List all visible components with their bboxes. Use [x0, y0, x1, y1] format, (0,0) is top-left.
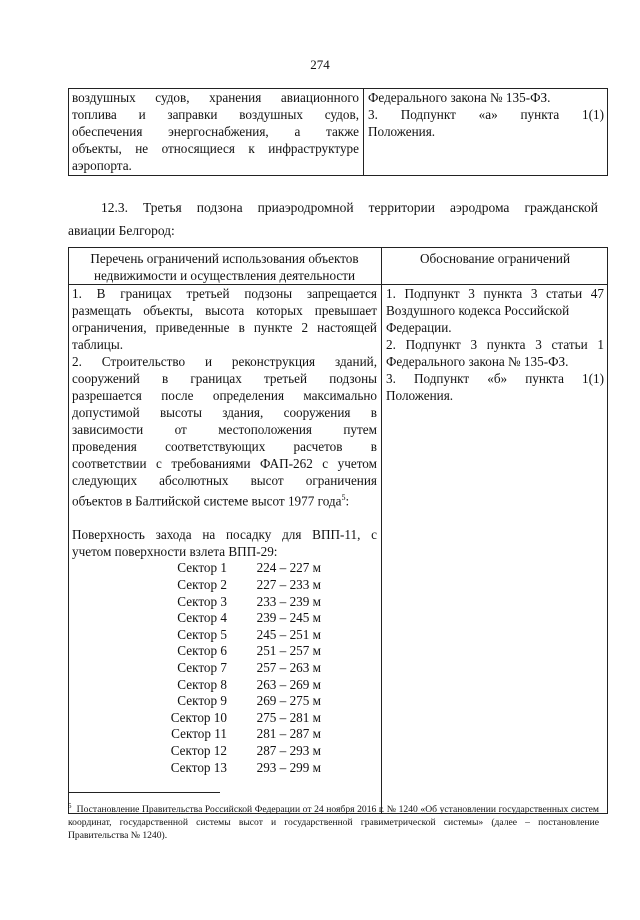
text-line: обеспечения энергоснабжения, а также [72, 124, 359, 139]
sector-row [72, 660, 377, 677]
text-segment: объектов в Балтийской системе высот 1977 года [72, 493, 342, 509]
continued-left-cell [69, 89, 364, 176]
sector-name: Сектор 10 [170, 709, 227, 725]
text-line: размещать объекты, высота которых превышает [72, 303, 377, 318]
intro-line: 12.3. Третья подзона приаэродромной территории аэродрома гражданской [101, 200, 598, 215]
sector-name: Сектор 5 [177, 626, 227, 642]
text-line: Воздушного кодекса Российской [386, 303, 570, 318]
text-line: 3. Подпункт «б» пункта 1(1) [386, 371, 604, 386]
sector-height-range: 251 – 257 м [256, 643, 321, 659]
restrictions-cell [69, 285, 382, 814]
sector-row [72, 710, 377, 727]
text-line: разрешается после определения максимально [72, 388, 377, 403]
sector-height-range: 233 – 239 м [256, 593, 321, 609]
text-segment: : [345, 493, 350, 509]
footnote-ref: 5 [341, 493, 346, 502]
footnote-text: Постановление Правительства Российской Федерации от 24 ноября 2016 г. № 1240 «Об установлении государственных систем координат, государственной системы высот и государственной гравиметрической системы» (далее – постановление Правительства № 1240). [68, 804, 600, 842]
section-heading [68, 196, 598, 242]
text-line: Федерации. [386, 320, 452, 335]
sector-height-range: 281 – 287 м [256, 726, 321, 742]
text-line: Федерального закона № 135-ФЗ. [368, 90, 551, 105]
text-line: 1. В границах третьей подзоны запрещается [72, 286, 377, 301]
text-line: топлива и заправки воздушных судов, [72, 107, 359, 122]
continued-right-cell [364, 89, 608, 176]
sector-name: Сектор 9 [177, 693, 227, 709]
sector-row [72, 610, 377, 627]
sector-height-range: 287 – 293 м [256, 742, 321, 758]
sector-name: Сектор 7 [177, 659, 227, 675]
sector-name: Сектор 3 [177, 593, 227, 609]
sector-name: Сектор 2 [177, 576, 227, 592]
sector-list [72, 560, 377, 776]
text-line: сооружений в границах третьей подзоны [72, 371, 377, 386]
intro-line: авиации Белгород: [68, 223, 175, 238]
sector-name: Сектор 12 [170, 742, 227, 758]
text-line: воздушных судов, хранения авиационного [72, 90, 359, 105]
text-line: Поверхность захода на посадку для ВПП-11, с [72, 527, 377, 543]
sector-name: Сектор 13 [170, 759, 227, 775]
sector-name: Сектор 8 [177, 676, 227, 692]
text-line: ограничения, приведенные в пункте 2 настоящей [72, 320, 377, 335]
sector-row [72, 693, 377, 710]
sector-height-range: 293 – 299 м [256, 759, 321, 775]
sector-row [72, 560, 377, 577]
sector-height-range: 239 – 245 м [256, 610, 321, 626]
page-number: 274 [310, 57, 330, 72]
sector-row [72, 577, 377, 594]
sector-height-range: 257 – 263 м [256, 659, 321, 675]
sector-height-range: 245 – 251 м [256, 626, 321, 642]
sector-row [72, 743, 377, 760]
text-line: 2. Строительство и реконструкция зданий, [72, 354, 377, 369]
text-line [72, 489, 377, 509]
sector-height-range: 263 – 269 м [256, 676, 321, 692]
sector-height-range: 269 – 275 м [256, 693, 321, 709]
text-line: соответствии с требованиями ФАП-262 с учетом [72, 456, 377, 471]
sector-name: Сектор 4 [177, 610, 227, 626]
sector-row [72, 760, 377, 777]
header-restrictions: Перечень ограничений использования объектов недвижимости и осуществления деятельности [69, 248, 382, 285]
text-line: объекты, не относящиеся к инфраструктуре [72, 141, 359, 156]
sector-row [72, 677, 377, 694]
text-line: Федерального закона № 135-ФЗ. [386, 354, 569, 369]
sector-height-range: 227 – 233 м [256, 576, 321, 592]
text-line: 3. Подпункт «а» пункта 1(1) [368, 107, 604, 122]
sector-name: Сектор 11 [171, 726, 227, 742]
text-line: зависимости от местоположения путем [72, 422, 377, 437]
text-line: проведения соответствующих расчетов в [72, 439, 377, 454]
text-line: 1. Подпункт 3 пункта 3 статьи 47 [386, 286, 604, 301]
sector-row [72, 594, 377, 611]
text-line: 2. Подпункт 3 пункта 3 статьи 1 [386, 337, 604, 352]
text-line: допустимой высоты здания, сооружения в [72, 405, 377, 420]
text-line: Положения. [386, 388, 454, 403]
text-line: таблицы. [72, 337, 124, 352]
footnote-divider [68, 792, 220, 793]
footnote [68, 800, 599, 842]
footnote-marker: 5 [68, 802, 72, 810]
justification-cell [382, 285, 608, 814]
text-line: учетом поверхности взлета ВПП-29: [72, 544, 278, 560]
text-line: аэропорта. [72, 158, 132, 173]
restrictions-table [68, 247, 608, 814]
text-line: Положения. [368, 124, 436, 139]
sector-name: Сектор 1 [177, 560, 227, 576]
sector-row [72, 643, 377, 660]
text-line: следующих абсолютных высот ограничения [72, 473, 377, 488]
header-justification: Обоснование ограничений [382, 248, 608, 285]
sector-row [72, 627, 377, 644]
continued-table [68, 88, 608, 176]
sector-height-range: 275 – 281 м [256, 709, 321, 725]
sector-height-range: 224 – 227 м [256, 560, 321, 576]
sector-row [72, 726, 377, 743]
sector-name: Сектор 6 [177, 643, 227, 659]
